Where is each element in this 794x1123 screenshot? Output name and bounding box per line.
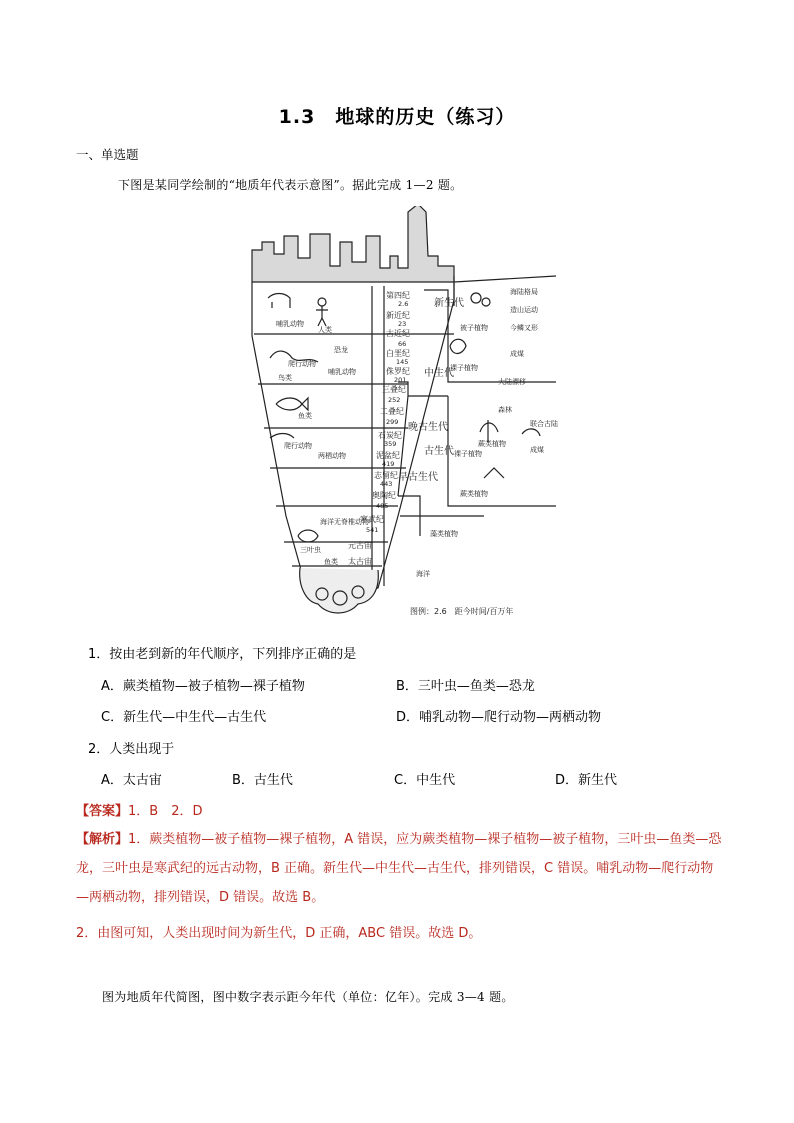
trilobite-doodle bbox=[298, 530, 318, 542]
period-label: 泥盆纪 bbox=[376, 451, 400, 460]
fauna-label: 哺乳动物 bbox=[328, 368, 356, 376]
age-label: 419 bbox=[382, 460, 395, 468]
age-label: 443 bbox=[380, 480, 393, 488]
q2-option-d[interactable]: D．新生代 bbox=[555, 773, 618, 788]
era-label: 中生代 bbox=[424, 368, 454, 379]
age-label: 359 bbox=[384, 440, 397, 448]
city-skyline bbox=[252, 206, 454, 282]
flora-label: 森林 bbox=[498, 406, 512, 414]
q2-option-c[interactable]: C．中生代 bbox=[394, 773, 456, 788]
flora-label: 联合古陆 bbox=[530, 420, 558, 428]
fauna-label: 恐龙 bbox=[334, 346, 348, 354]
q1-option-d[interactable]: D．哺乳动物—爬行动物—两栖动物 bbox=[396, 710, 602, 725]
period-label: 二叠纪 bbox=[380, 407, 404, 416]
period-label: 志留纪 bbox=[374, 471, 398, 480]
answer-line bbox=[76, 800, 203, 819]
age-label: 201 bbox=[394, 376, 407, 384]
question-2-stem: 2．人类出现于 bbox=[88, 742, 175, 757]
flora-label: 海洋 bbox=[416, 570, 430, 578]
age-label: 299 bbox=[386, 418, 399, 426]
flora-label: 藻类植物 bbox=[430, 530, 458, 538]
fish-doodle bbox=[276, 398, 308, 410]
age-label: 485 bbox=[376, 502, 389, 510]
q1-option-a[interactable]: A．蕨类植物—被子植物—裸子植物 bbox=[101, 679, 305, 694]
age-label: 145 bbox=[396, 358, 409, 366]
mammal-doodle bbox=[268, 294, 290, 309]
fern-doodle bbox=[480, 420, 498, 442]
fauna-label: 鸟类 bbox=[278, 374, 292, 382]
geologic-time-sketch bbox=[248, 206, 562, 622]
geologic-time-figure bbox=[248, 206, 562, 622]
fauna-label: 鱼类 bbox=[324, 558, 338, 566]
fauna-label: 鱼类 bbox=[298, 412, 312, 420]
period-label: 新近纪 bbox=[386, 311, 410, 320]
explanation-label: 【解析】 bbox=[76, 832, 129, 847]
q2-option-b[interactable]: B．古生代 bbox=[232, 773, 293, 788]
question-1-stem: 1．按由老到新的年代顺序，下列排序正确的是 bbox=[88, 647, 357, 662]
answer-text: 1．B 2．D bbox=[128, 804, 203, 819]
period-label: 元古宙 bbox=[348, 541, 372, 550]
flora-label: 海陆格局 bbox=[510, 288, 538, 296]
flora-label: 被子植物 bbox=[460, 324, 488, 332]
q1-option-c[interactable]: C．新生代—中生代—古生代 bbox=[101, 710, 267, 725]
q2-option-a[interactable]: A．太古宙 bbox=[101, 773, 162, 788]
period-label: 第四纪 bbox=[386, 291, 410, 300]
period-label: 白垩纪 bbox=[386, 349, 410, 358]
fauna-label: 海洋无脊椎动物 bbox=[320, 518, 369, 526]
period-label: 三叠纪 bbox=[382, 385, 406, 394]
fauna-label: 三叶虫 bbox=[300, 546, 321, 554]
flora-label: 裸子植物 bbox=[450, 364, 478, 372]
fauna-label: 爬行动物 bbox=[284, 442, 312, 450]
era-label: 晚古生代 bbox=[408, 422, 448, 433]
answer-label: 【答案】 bbox=[76, 804, 129, 819]
age-label: 252 bbox=[388, 396, 401, 404]
age-label: 541 bbox=[366, 526, 379, 534]
flora-label: 成煤 bbox=[530, 446, 544, 454]
q1-option-b[interactable]: B．三叶虫—鱼类—恐龙 bbox=[396, 679, 535, 694]
period-label: 奥陶纪 bbox=[372, 491, 396, 500]
period-label: 太古宙 bbox=[348, 557, 372, 566]
era-label: 新生代 bbox=[434, 298, 464, 309]
intro-text-2: 图为地质年代简图，图中数字表示距今年代（单位：亿年）。完成 3—4 题。 bbox=[102, 990, 514, 1004]
flora-label: 蕨类植物 bbox=[460, 490, 488, 498]
intro-text: 下图是某同学绘制的“地质年代表示意图”。据此完成 1—2 题。 bbox=[118, 178, 463, 192]
flora-label: 大陆漂移 bbox=[498, 378, 526, 386]
flora-label: 裸子植物 bbox=[454, 450, 482, 458]
age-label: 2.6 bbox=[398, 300, 409, 308]
period-label: 侏罗纪 bbox=[386, 367, 410, 376]
fauna-label: 两栖动物 bbox=[318, 452, 346, 460]
explanation-part1 bbox=[76, 825, 726, 912]
era-label: 早古生代 bbox=[398, 472, 438, 483]
flora-label: 蕨类植物 bbox=[478, 440, 506, 448]
period-label: 石炭纪 bbox=[378, 431, 402, 440]
page-title: 1.3 地球的历史（练习） bbox=[278, 106, 516, 128]
fauna-label: 爬行动物 bbox=[288, 360, 316, 368]
explanation-text-1: 1．蕨类植物—被子植物—裸子植物，A 错误，应为蕨类植物—裸子植物—被子植物，三叶虫—鱼类—恐龙，三叶虫是寒武纪的远古动物，B 正确。新生代—中生代—古生代，排列错误，C 错误。哺乳动物—爬行动物—两栖动物，排列错误，D 错误。故选 B。 bbox=[76, 832, 722, 905]
age-label: 66 bbox=[398, 340, 407, 348]
figure-legend: 图例：2.6 距今时间/百万年 bbox=[410, 607, 514, 616]
flora-label: 今鳞又形 bbox=[510, 324, 538, 332]
era-label: 古生代 bbox=[424, 446, 454, 457]
fauna-label: 人类 bbox=[318, 326, 332, 334]
fauna-label: 哺乳动物 bbox=[276, 320, 304, 328]
explanation-part2: 2．由图可知，人类出现时间为新生代，D 正确，ABC 错误。故选 D。 bbox=[76, 926, 482, 941]
section-heading: 一、单选题 bbox=[76, 147, 139, 162]
age-label: 23 bbox=[398, 320, 407, 328]
flora-label: 成煤 bbox=[510, 350, 524, 358]
period-label: 古近纪 bbox=[386, 329, 410, 338]
period-label: 寒武纪 bbox=[360, 515, 384, 524]
flora-label: 造山运动 bbox=[510, 306, 538, 314]
